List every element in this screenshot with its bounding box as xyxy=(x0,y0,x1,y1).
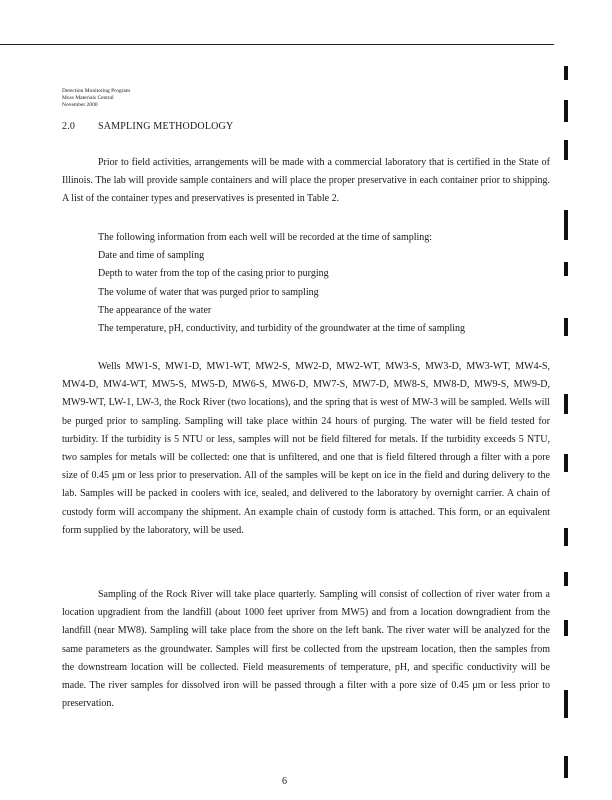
paragraph-river-text: Sampling of the Rock River will take place quarterly. Sampling will consist of collection of river water from a location upgradient from the landfill (about 1000 feet upriver from MW5) and from a location downgradient from the landfill (near MW8). Sampling will take place from the shore on the left bank. The river water will be analyzed for the same parameters as the groundwater. Samples will first be collected from the upstream location, then the samples from the downstream location will be collected. Field measurements of temperature, pH, and specific conductivity will be made. The river samples for dissolved iron will be passed through a filter with a pore size of 0.45 μm or less prior to preservation. xyxy=(62,589,550,710)
list-item: Date and time of sampling xyxy=(98,250,205,262)
header-line-3: November 2000 xyxy=(62,102,98,108)
list-item: The volume of water that was purged prior to sampling xyxy=(98,286,319,298)
scan-mark xyxy=(564,528,568,546)
section-heading xyxy=(62,121,233,132)
header-line-1: Detection Monitoring Program xyxy=(62,88,131,94)
list-intro: The following information from each well will be recorded at the time of sampling: xyxy=(98,232,433,243)
paragraph-river xyxy=(62,586,550,713)
scan-mark xyxy=(564,66,568,80)
scan-mark xyxy=(564,140,568,160)
document-header xyxy=(62,88,130,109)
scan-mark xyxy=(564,454,568,472)
list-item: The appearance of the water xyxy=(98,304,212,316)
scan-mark xyxy=(564,690,568,718)
scan-mark xyxy=(564,100,568,122)
scan-mark xyxy=(564,756,568,778)
scan-mark xyxy=(564,394,568,414)
scan-mark xyxy=(564,620,568,636)
scan-mark xyxy=(564,262,568,276)
paragraph-wells-text: Wells MW1-S, MW1-D, MW1-WT, MW2-S, MW2-D, MW2-WT, MW3-S, MW3-D, MW3-WT, MW4-S, MW4-D, MW4-WT, MW5-S, MW5-D, MW6-S, MW6-D, MW7-S, MW7-D, MW8-S, MW8-D, MW9-S, MW9-D, MW9-WT, LW-1, LW-3, the Rock River (two locations), and the spring that is west of MW-3 will be sampled. Wells will be purged prior to sampling. Sampling will take place within 24 hours of purging. The water will be field tested for turbidity. If the turbidity is 5 NTU or less, samples will not be field filtered for metals. If the turbidity exceeds 5 NTU, two samples for metals will be collected: one that is unfiltered, and one that is field filtered through a filter with a pore size of 0.45 μm or less prior to preservation. All of the samples will be kept on ice in the field and during delivery to the lab. Samples will be packed in coolers with ice, sealed, and delivered to the laboratory by overnight carrier. A chain of custody form will accompany the shipment. An example chain of custody form is attached. This form, or an equivalent form supplied by the laboratory, will be used. xyxy=(62,361,550,536)
top-rule-end xyxy=(538,44,554,45)
list-item: Depth to water from the top of the casing prior to purging xyxy=(98,268,329,280)
page-number: 6 xyxy=(282,776,287,787)
list-item: The temperature, pH, conductivity, and turbidity of the groundwater at the time of sampling xyxy=(98,323,466,335)
top-rule xyxy=(0,44,548,45)
scan-mark xyxy=(564,318,568,336)
scan-mark xyxy=(564,210,568,240)
paragraph-preparation-text: Prior to field activities, arrangements will be made with a commercial laboratory that is certified in the State of Illinois. The lab will provide sample containers and will place the proper preservative in each container prior to shipping. A list of the container types and preservatives is presented in Table 2. xyxy=(62,157,550,205)
section-title: SAMPLING METHODOLOGY xyxy=(98,121,234,132)
scan-mark xyxy=(564,572,568,586)
paragraph-preparation xyxy=(62,154,550,209)
section-number: 2.0 xyxy=(62,121,76,132)
paragraph-wells xyxy=(62,358,550,540)
recorded-info-list xyxy=(98,229,548,338)
header-line-2: Moss Materials Central xyxy=(62,95,114,101)
